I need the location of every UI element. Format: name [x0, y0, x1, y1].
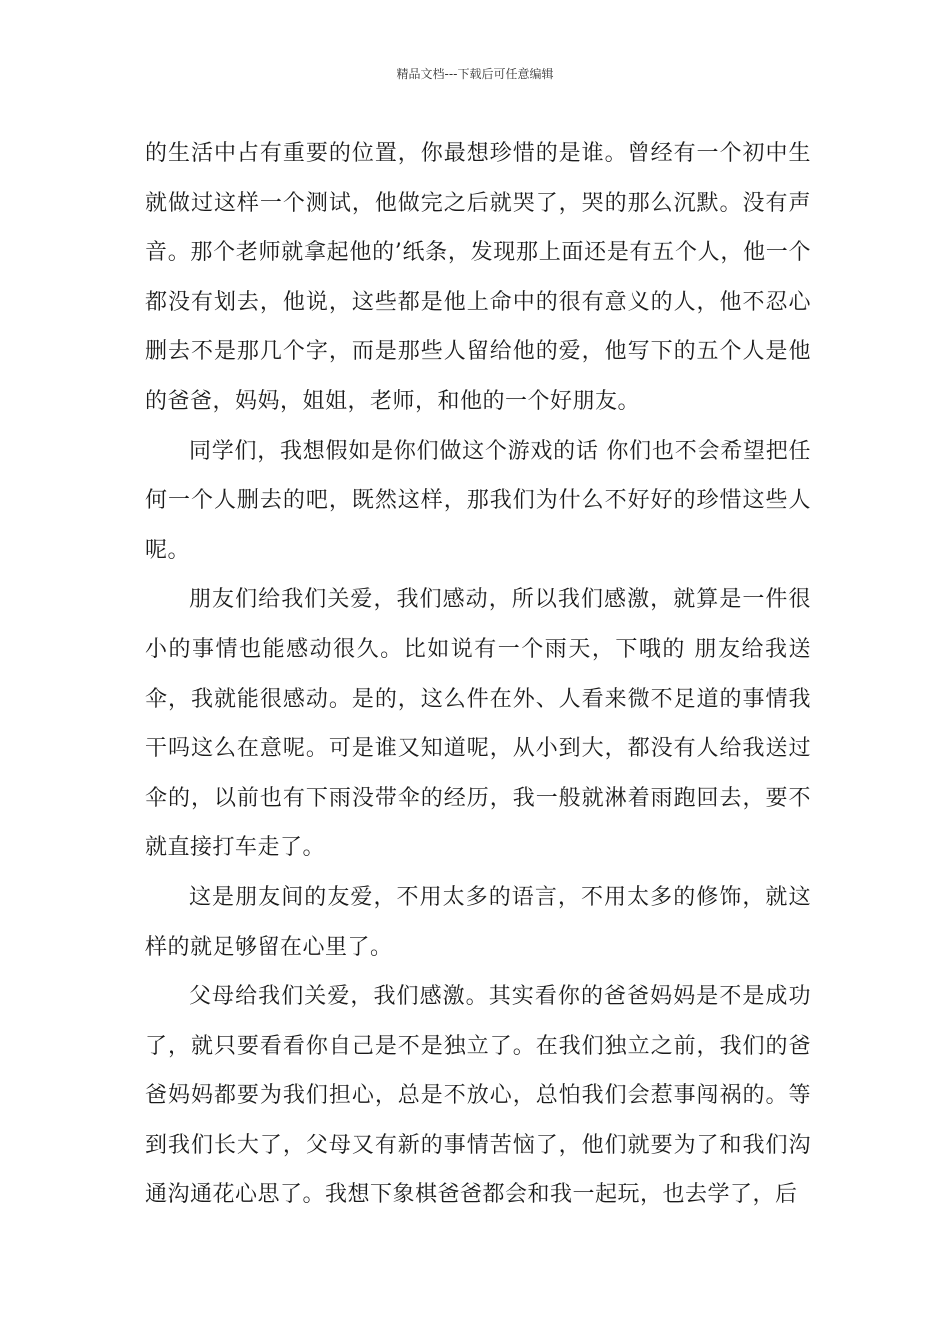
- paragraph-4: 这是朋友间的友爱，不用太多的语言，不用太多的修饰，就这样的就足够留在心里了。: [145, 884, 811, 960]
- document-body: [145, 129, 811, 1220]
- paragraph-2: 同学们，我想假如是你们做这个游戏的话 你们也不会希望把任何一个人删去的吧，既然这样，那我们为什么不好好的珍惜这些人呢。: [145, 438, 811, 563]
- paragraph-1: 的生活中占有重要的位置，你最想珍惜的是谁。曾经有一个初中生就做过这样一个测试，他做完之后就哭了，哭的那么沉默。没有声音。那个老师就拿起他的’纸条，发现那上面还是有五个人，他一个都没有划去，他说，这些都是他上命中的很有意义的人，他不忍心删去不是那几个字，而是那些人留给他的爱，他写下的五个人是他的爸爸，妈妈，姐姐，老师，和他的一个好朋友。: [145, 141, 811, 414]
- page-header: 精品文档---下载后可任意编辑: [396, 67, 554, 81]
- paragraph-5: 父母给我们关爱，我们感激。其实看你的爸爸妈妈是不是成功了，就只要看看你自己是不是独立了。在我们独立之前，我们的爸爸妈妈都要为我们担心，总是不放心，总怕我们会惹事闯祸的。等到我们长大了，父母又有新的事情苦恼了，他们就要为了和我们沟通沟通花心思了。我想下象棋爸爸都会和我一起玩，也去学了，后: [145, 984, 811, 1208]
- paragraph-3: 朋友们给我们关爱，我们感动，所以我们感激，就算是一件很小的事情也能感动很久。比如说有一个雨天，下哦的 朋友给我送伞，我就能很感动。是的，这么件在外、人看来微不足道的事情我干吗这么在意呢。可是谁又知道呢，从小到大，都没有人给我送过伞的，以前也有下雨没带伞的经历，我一般就淋着雨跑回去，要不就直接打车走了。: [145, 587, 811, 861]
